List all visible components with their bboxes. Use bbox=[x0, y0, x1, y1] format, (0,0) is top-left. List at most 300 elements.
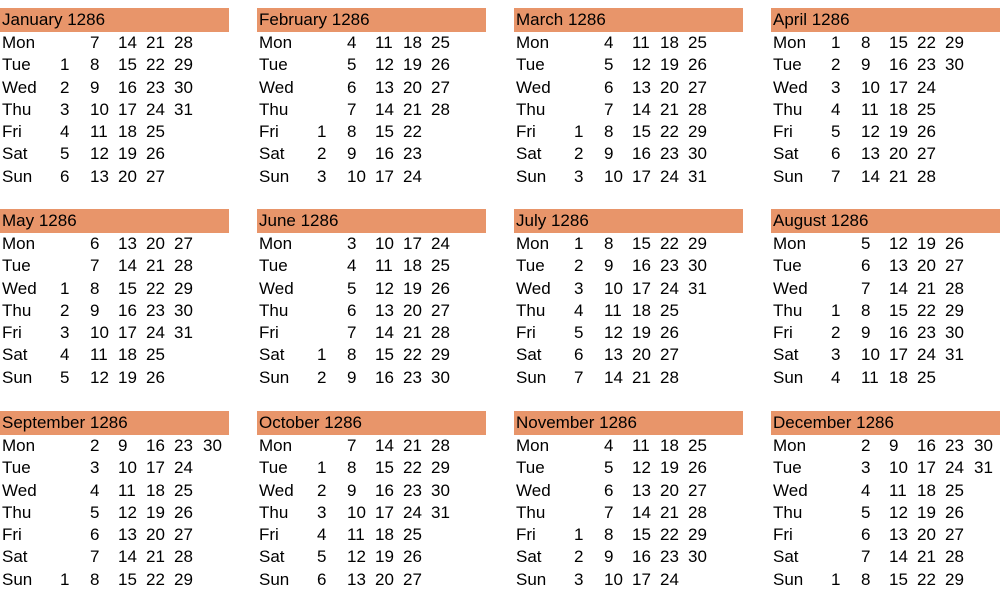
date-cell: 2 bbox=[60, 300, 70, 320]
date-cell: 25 bbox=[945, 480, 964, 500]
date-cell: 21 bbox=[917, 547, 936, 567]
date-cell: 4 bbox=[604, 33, 614, 52]
date-cell: 6 bbox=[831, 144, 841, 164]
date-cell: 25 bbox=[403, 525, 422, 545]
month-block bbox=[514, 411, 743, 591]
date-cell: 8 bbox=[861, 569, 871, 589]
date-cell: 24 bbox=[403, 502, 422, 522]
date-cell: 19 bbox=[403, 55, 422, 75]
date-cell: 23 bbox=[403, 367, 422, 387]
date-cell: 5 bbox=[604, 55, 614, 75]
date-cell: 27 bbox=[431, 77, 450, 97]
week-row bbox=[771, 143, 1000, 165]
week-row bbox=[257, 546, 486, 568]
day-name: Fri bbox=[773, 122, 793, 142]
date-cell: 16 bbox=[632, 547, 651, 567]
date-cell: 30 bbox=[688, 256, 707, 276]
date-cell: 4 bbox=[317, 525, 327, 545]
date-cell: 12 bbox=[604, 323, 623, 343]
date-cell: 21 bbox=[889, 166, 908, 186]
date-cell: 30 bbox=[431, 480, 450, 500]
date-cell: 1 bbox=[317, 345, 327, 365]
day-name: Sun bbox=[2, 367, 33, 387]
date-cell: 22 bbox=[403, 122, 422, 142]
date-cell: 24 bbox=[660, 569, 679, 589]
date-cell: 21 bbox=[146, 33, 165, 52]
date-cell: 26 bbox=[146, 367, 165, 387]
date-cell: 16 bbox=[917, 436, 936, 455]
date-cell: 26 bbox=[174, 502, 193, 522]
date-cell: 14 bbox=[375, 436, 394, 455]
day-name: Sun bbox=[516, 569, 547, 589]
week-row bbox=[0, 524, 229, 546]
date-cell: 31 bbox=[431, 502, 450, 522]
date-cell: 7 bbox=[90, 547, 100, 567]
date-cell: 30 bbox=[174, 77, 193, 97]
date-cell: 11 bbox=[861, 367, 879, 387]
day-name: Thu bbox=[259, 300, 289, 320]
week-row bbox=[771, 546, 1000, 568]
date-cell: 24 bbox=[146, 323, 165, 343]
day-name: Sun bbox=[773, 166, 804, 186]
date-cell: 2 bbox=[831, 323, 841, 343]
week-row bbox=[0, 99, 229, 121]
date-cell: 31 bbox=[974, 458, 993, 478]
week-row bbox=[257, 278, 486, 300]
date-cell: 10 bbox=[889, 458, 908, 478]
date-cell: 21 bbox=[146, 256, 165, 276]
day-name: Sat bbox=[773, 345, 799, 365]
day-name: Fri bbox=[259, 122, 279, 142]
day-name: Mon bbox=[773, 234, 807, 253]
date-cell: 19 bbox=[917, 502, 936, 522]
date-cell: 23 bbox=[660, 547, 679, 567]
date-cell: 26 bbox=[660, 323, 679, 343]
week-row bbox=[514, 99, 743, 121]
day-name: Thu bbox=[516, 300, 546, 320]
week-row bbox=[257, 143, 486, 165]
date-cell: 9 bbox=[90, 300, 100, 320]
date-cell: 8 bbox=[604, 122, 614, 142]
month-title: February 1286 bbox=[257, 8, 486, 32]
date-cell: 6 bbox=[604, 480, 614, 500]
date-cell: 6 bbox=[60, 166, 70, 186]
date-cell: 29 bbox=[431, 345, 450, 365]
date-cell: 28 bbox=[917, 166, 936, 186]
day-name: Fri bbox=[773, 323, 793, 343]
date-cell: 9 bbox=[347, 367, 357, 387]
day-name: Tue bbox=[516, 256, 545, 276]
date-cell: 6 bbox=[574, 345, 584, 365]
week-row bbox=[0, 255, 229, 277]
date-cell: 24 bbox=[146, 99, 165, 119]
week-row bbox=[514, 569, 743, 591]
day-name: Fri bbox=[2, 122, 22, 142]
week-row bbox=[514, 524, 743, 546]
date-cell: 27 bbox=[660, 345, 679, 365]
date-cell: 7 bbox=[604, 99, 614, 119]
date-cell: 26 bbox=[688, 55, 707, 75]
date-cell: 23 bbox=[403, 144, 422, 164]
day-name: Sat bbox=[773, 144, 799, 164]
date-cell: 22 bbox=[917, 33, 936, 52]
day-name: Mon bbox=[2, 33, 36, 52]
date-cell: 12 bbox=[861, 122, 880, 142]
week-row bbox=[257, 166, 486, 188]
week-row bbox=[257, 32, 486, 54]
date-cell: 28 bbox=[945, 547, 964, 567]
date-cell: 15 bbox=[889, 33, 908, 52]
week-row bbox=[0, 166, 229, 188]
week-row bbox=[514, 32, 743, 54]
date-cell: 29 bbox=[945, 300, 964, 320]
date-cell: 8 bbox=[604, 525, 614, 545]
date-cell: 26 bbox=[688, 458, 707, 478]
date-cell: 3 bbox=[574, 166, 584, 186]
date-cell: 25 bbox=[431, 256, 450, 276]
date-cell: 22 bbox=[917, 300, 936, 320]
date-cell: 17 bbox=[889, 345, 908, 365]
date-cell: 28 bbox=[660, 367, 679, 387]
month-block bbox=[257, 411, 486, 591]
date-cell: 8 bbox=[90, 278, 100, 298]
date-cell: 13 bbox=[604, 345, 623, 365]
week-row bbox=[0, 322, 229, 344]
date-cell: 5 bbox=[574, 323, 584, 343]
day-name: Thu bbox=[259, 99, 289, 119]
date-cell: 8 bbox=[347, 458, 357, 478]
day-name: Thu bbox=[773, 502, 803, 522]
date-cell: 14 bbox=[861, 166, 880, 186]
day-name: Wed bbox=[773, 480, 808, 500]
date-cell: 10 bbox=[604, 278, 623, 298]
date-cell: 21 bbox=[917, 278, 936, 298]
date-cell: 20 bbox=[375, 569, 394, 589]
date-cell: 4 bbox=[90, 480, 100, 500]
date-cell: 15 bbox=[889, 569, 908, 589]
date-cell: 1 bbox=[60, 569, 70, 589]
date-cell: 13 bbox=[889, 256, 908, 276]
date-cell: 26 bbox=[403, 547, 422, 567]
week-row bbox=[514, 255, 743, 277]
day-name: Mon bbox=[516, 33, 550, 52]
day-name: Tue bbox=[2, 55, 31, 75]
date-cell: 3 bbox=[90, 458, 100, 478]
date-cell: 6 bbox=[90, 525, 100, 545]
date-cell: 22 bbox=[146, 278, 165, 298]
date-cell: 19 bbox=[146, 502, 165, 522]
date-cell: 17 bbox=[632, 569, 651, 589]
date-cell: 14 bbox=[375, 323, 394, 343]
date-cell: 28 bbox=[688, 99, 707, 119]
date-cell: 13 bbox=[118, 525, 137, 545]
date-cell: 1 bbox=[60, 278, 70, 298]
week-row bbox=[0, 278, 229, 300]
week-row bbox=[771, 322, 1000, 344]
date-cell: 29 bbox=[174, 278, 193, 298]
date-cell: 1 bbox=[317, 122, 327, 142]
date-cell: 5 bbox=[317, 547, 327, 567]
date-cell: 10 bbox=[347, 502, 366, 522]
date-cell: 4 bbox=[861, 480, 871, 500]
day-name: Sun bbox=[2, 569, 33, 589]
date-cell: 25 bbox=[146, 345, 165, 365]
date-cell: 8 bbox=[90, 55, 100, 75]
date-cell: 27 bbox=[917, 144, 936, 164]
date-cell: 2 bbox=[831, 55, 841, 75]
date-cell: 19 bbox=[375, 547, 394, 567]
date-cell: 25 bbox=[688, 33, 707, 52]
date-cell: 2 bbox=[574, 256, 584, 276]
day-name: Sat bbox=[2, 547, 28, 567]
date-cell: 19 bbox=[403, 278, 422, 298]
date-cell: 29 bbox=[174, 55, 193, 75]
date-cell: 5 bbox=[60, 144, 70, 164]
date-cell: 11 bbox=[118, 480, 136, 500]
date-cell: 8 bbox=[861, 33, 871, 52]
week-row bbox=[514, 121, 743, 143]
date-cell: 31 bbox=[174, 323, 193, 343]
month-block bbox=[257, 209, 486, 389]
month-title: January 1286 bbox=[0, 8, 229, 32]
date-cell: 28 bbox=[945, 278, 964, 298]
date-cell: 13 bbox=[90, 166, 109, 186]
date-cell: 3 bbox=[831, 77, 841, 97]
date-cell: 18 bbox=[660, 33, 679, 52]
week-row bbox=[257, 502, 486, 524]
day-name: Thu bbox=[259, 502, 289, 522]
month-title: June 1286 bbox=[257, 209, 486, 233]
day-name: Tue bbox=[773, 256, 802, 276]
date-cell: 7 bbox=[347, 323, 357, 343]
date-cell: 23 bbox=[660, 144, 679, 164]
day-name: Wed bbox=[2, 480, 37, 500]
month-block bbox=[0, 8, 229, 188]
day-name: Tue bbox=[2, 458, 31, 478]
date-cell: 13 bbox=[375, 300, 394, 320]
week-row bbox=[257, 54, 486, 76]
date-cell: 31 bbox=[688, 166, 707, 186]
month-title: March 1286 bbox=[514, 8, 743, 32]
week-row bbox=[771, 300, 1000, 322]
date-cell: 31 bbox=[688, 278, 707, 298]
month-title: November 1286 bbox=[514, 411, 743, 435]
day-name: Mon bbox=[259, 234, 293, 253]
day-name: Tue bbox=[516, 458, 545, 478]
date-cell: 4 bbox=[60, 122, 70, 142]
week-row bbox=[257, 435, 486, 457]
day-name: Sat bbox=[516, 547, 542, 567]
date-cell: 28 bbox=[431, 436, 450, 455]
date-cell: 24 bbox=[431, 234, 450, 253]
day-name: Fri bbox=[516, 525, 536, 545]
date-cell: 26 bbox=[431, 55, 450, 75]
week-row bbox=[514, 300, 743, 322]
day-name: Wed bbox=[516, 77, 551, 97]
date-cell: 28 bbox=[174, 547, 193, 567]
date-cell: 25 bbox=[917, 99, 936, 119]
date-cell: 3 bbox=[861, 458, 871, 478]
date-cell: 20 bbox=[146, 234, 165, 253]
day-name: Sat bbox=[773, 547, 799, 567]
date-cell: 31 bbox=[945, 345, 964, 365]
date-cell: 21 bbox=[403, 436, 422, 455]
week-row bbox=[514, 435, 743, 457]
date-cell: 30 bbox=[688, 144, 707, 164]
date-cell: 28 bbox=[174, 33, 193, 52]
month-title: August 1286 bbox=[771, 209, 1000, 233]
date-cell: 29 bbox=[174, 569, 193, 589]
date-cell: 8 bbox=[604, 234, 614, 253]
date-cell: 20 bbox=[632, 345, 651, 365]
date-cell: 14 bbox=[375, 99, 394, 119]
week-row bbox=[771, 480, 1000, 502]
date-cell: 17 bbox=[375, 166, 394, 186]
date-cell: 8 bbox=[347, 345, 357, 365]
date-cell: 20 bbox=[403, 77, 422, 97]
date-cell: 27 bbox=[945, 525, 964, 545]
week-row bbox=[257, 99, 486, 121]
month-block bbox=[514, 209, 743, 389]
date-cell: 17 bbox=[375, 502, 394, 522]
date-cell: 25 bbox=[146, 122, 165, 142]
day-name: Sun bbox=[259, 166, 290, 186]
day-name: Sun bbox=[2, 166, 33, 186]
date-cell: 4 bbox=[574, 300, 584, 320]
date-cell: 15 bbox=[118, 569, 137, 589]
week-row bbox=[0, 344, 229, 366]
date-cell: 9 bbox=[347, 480, 357, 500]
day-name: Wed bbox=[2, 77, 37, 97]
date-cell: 18 bbox=[660, 436, 679, 455]
week-row bbox=[771, 502, 1000, 524]
date-cell: 5 bbox=[60, 367, 70, 387]
date-cell: 14 bbox=[889, 547, 908, 567]
date-cell: 11 bbox=[375, 256, 393, 276]
date-cell: 24 bbox=[174, 458, 193, 478]
date-cell: 7 bbox=[831, 166, 841, 186]
date-cell: 22 bbox=[403, 458, 422, 478]
week-row bbox=[514, 54, 743, 76]
date-cell: 7 bbox=[604, 502, 614, 522]
date-cell: 27 bbox=[174, 525, 193, 545]
date-cell: 29 bbox=[688, 525, 707, 545]
week-row bbox=[771, 569, 1000, 591]
date-cell: 13 bbox=[632, 77, 651, 97]
date-cell: 20 bbox=[917, 256, 936, 276]
date-cell: 22 bbox=[917, 569, 936, 589]
week-row bbox=[257, 457, 486, 479]
date-cell: 8 bbox=[90, 569, 100, 589]
date-cell: 23 bbox=[945, 436, 964, 455]
week-row bbox=[0, 480, 229, 502]
date-cell: 17 bbox=[917, 458, 936, 478]
day-name: Mon bbox=[773, 33, 807, 52]
week-row bbox=[257, 121, 486, 143]
week-row bbox=[257, 480, 486, 502]
date-cell: 14 bbox=[632, 502, 651, 522]
week-row bbox=[514, 344, 743, 366]
date-cell: 23 bbox=[403, 480, 422, 500]
date-cell: 12 bbox=[889, 234, 908, 253]
day-name: Mon bbox=[773, 436, 807, 455]
date-cell: 14 bbox=[118, 547, 137, 567]
date-cell: 24 bbox=[917, 345, 936, 365]
date-cell: 1 bbox=[831, 300, 841, 320]
date-cell: 11 bbox=[889, 480, 907, 500]
week-row bbox=[771, 278, 1000, 300]
date-cell: 24 bbox=[403, 166, 422, 186]
date-cell: 19 bbox=[660, 55, 679, 75]
date-cell: 15 bbox=[118, 55, 137, 75]
week-row bbox=[771, 166, 1000, 188]
date-cell: 25 bbox=[688, 436, 707, 455]
week-row bbox=[514, 457, 743, 479]
date-cell: 17 bbox=[118, 323, 137, 343]
date-cell: 28 bbox=[688, 502, 707, 522]
date-cell: 21 bbox=[403, 323, 422, 343]
date-cell: 19 bbox=[917, 234, 936, 253]
day-name: Thu bbox=[516, 502, 546, 522]
date-cell: 26 bbox=[917, 122, 936, 142]
week-row bbox=[0, 457, 229, 479]
month-title: July 1286 bbox=[514, 209, 743, 233]
date-cell: 18 bbox=[917, 480, 936, 500]
date-cell: 20 bbox=[917, 525, 936, 545]
month-block bbox=[514, 8, 743, 188]
date-cell: 29 bbox=[688, 122, 707, 142]
date-cell: 16 bbox=[375, 480, 394, 500]
date-cell: 25 bbox=[917, 367, 936, 387]
date-cell: 12 bbox=[375, 278, 394, 298]
date-cell: 4 bbox=[347, 256, 357, 276]
date-cell: 12 bbox=[90, 144, 109, 164]
date-cell: 12 bbox=[632, 55, 651, 75]
date-cell: 31 bbox=[174, 99, 193, 119]
date-cell: 9 bbox=[90, 77, 100, 97]
day-name: Tue bbox=[2, 256, 31, 276]
date-cell: 4 bbox=[347, 33, 357, 52]
date-cell: 29 bbox=[688, 234, 707, 253]
date-cell: 2 bbox=[317, 144, 327, 164]
date-cell: 10 bbox=[347, 166, 366, 186]
date-cell: 19 bbox=[118, 144, 137, 164]
day-name: Wed bbox=[259, 77, 294, 97]
month-block bbox=[0, 411, 229, 591]
week-row bbox=[771, 32, 1000, 54]
date-cell: 7 bbox=[90, 33, 100, 52]
date-cell: 5 bbox=[861, 234, 871, 253]
date-cell: 5 bbox=[347, 55, 357, 75]
date-cell: 20 bbox=[660, 480, 679, 500]
day-name: Fri bbox=[259, 525, 279, 545]
date-cell: 3 bbox=[60, 323, 70, 343]
date-cell: 6 bbox=[347, 300, 357, 320]
date-cell: 18 bbox=[118, 345, 137, 365]
day-name: Mon bbox=[516, 234, 550, 253]
date-cell: 17 bbox=[889, 77, 908, 97]
date-cell: 15 bbox=[375, 122, 394, 142]
date-cell: 10 bbox=[861, 345, 880, 365]
date-cell: 29 bbox=[431, 458, 450, 478]
date-cell: 6 bbox=[317, 569, 327, 589]
date-cell: 24 bbox=[660, 166, 679, 186]
week-row bbox=[257, 300, 486, 322]
date-cell: 18 bbox=[403, 33, 422, 52]
date-cell: 27 bbox=[403, 569, 422, 589]
date-cell: 8 bbox=[347, 122, 357, 142]
date-cell: 6 bbox=[604, 77, 614, 97]
